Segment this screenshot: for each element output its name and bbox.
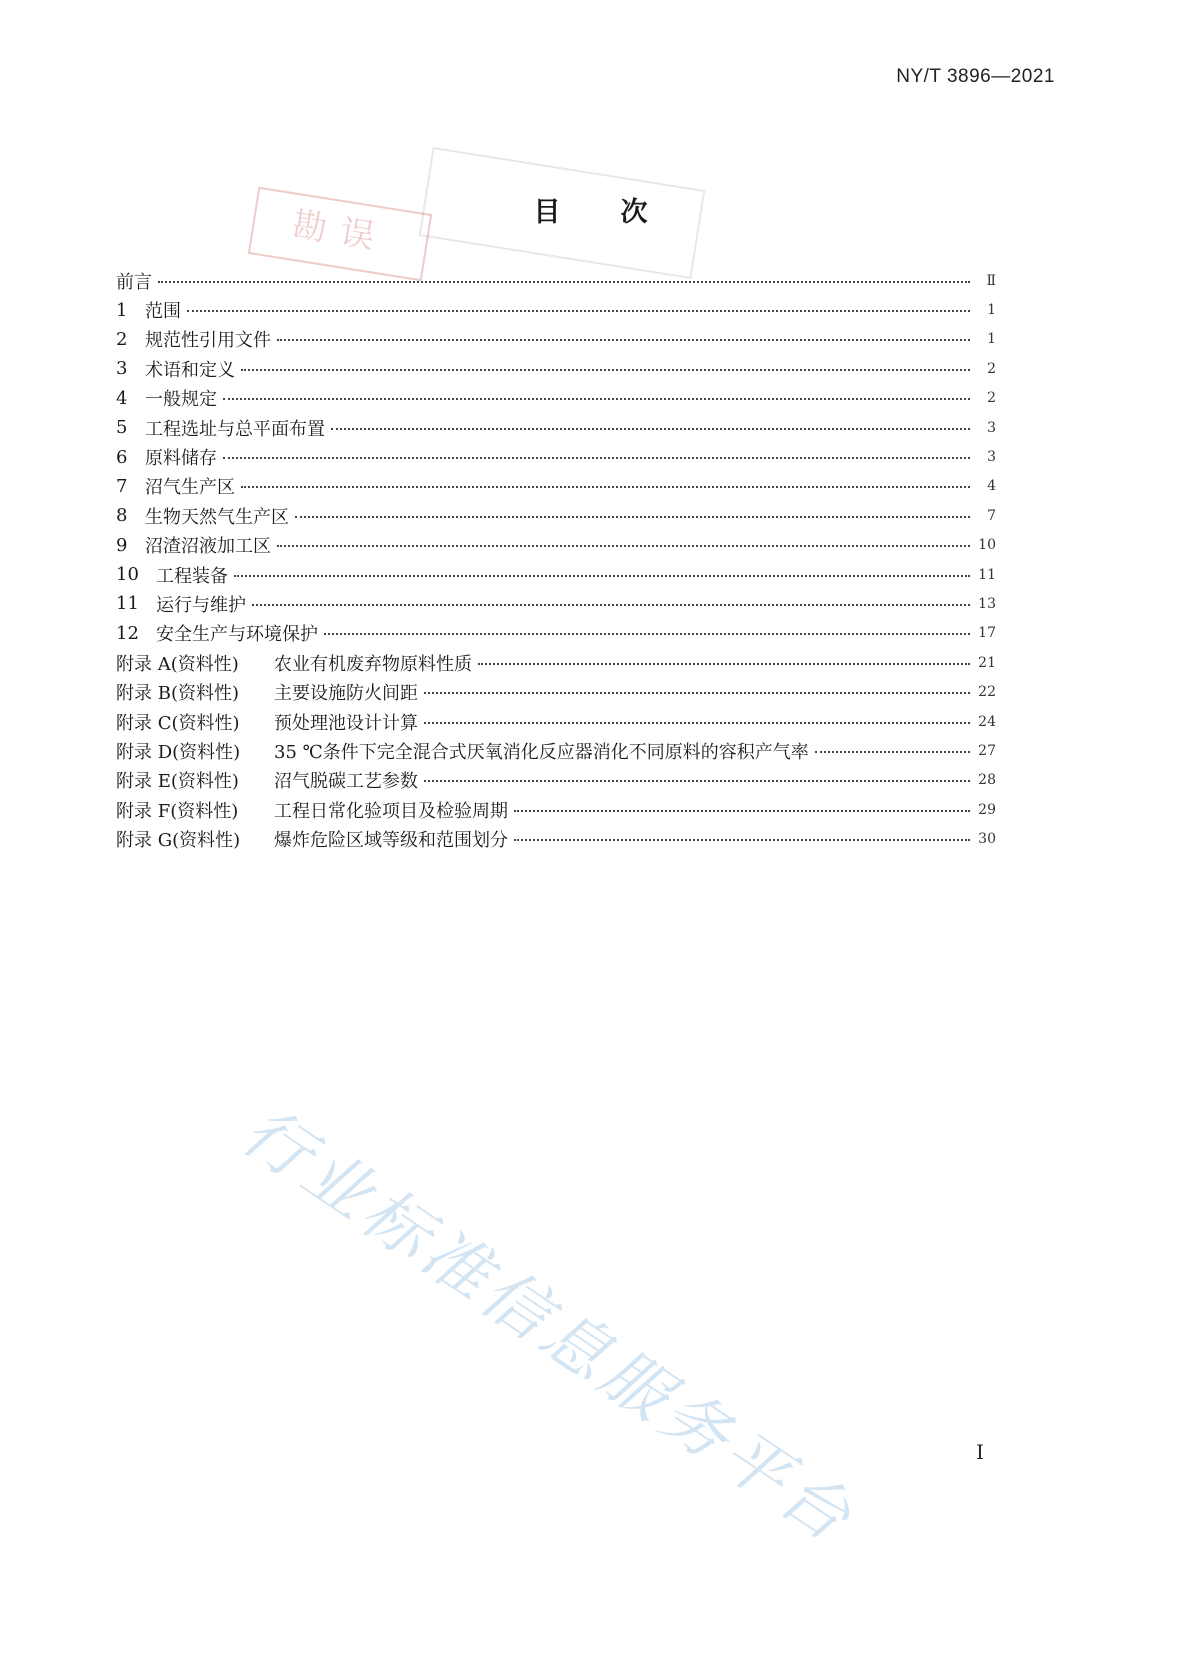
toc-page-number: 3 — [987, 419, 996, 436]
toc-entry-appendix-a[interactable] — [116, 648, 996, 677]
toc-label: 沼气生产区 — [145, 477, 235, 499]
toc-entry-appendix-e[interactable] — [116, 766, 996, 795]
toc-chapter-number: 8 — [116, 505, 128, 527]
toc-leader-dots — [277, 339, 970, 341]
toc-label: 原料储存 — [145, 448, 217, 470]
toc-page-number: 13 — [978, 595, 996, 612]
toc-entry-chapter-3[interactable] — [116, 354, 996, 383]
toc-entry-appendix-f[interactable] — [116, 795, 996, 824]
toc-label: 前言 — [116, 271, 152, 293]
toc-page-number: 3 — [987, 449, 996, 466]
toc-chapter-number: 6 — [116, 446, 128, 468]
toc-label: 预处理池设计计算 — [274, 712, 418, 734]
title-char-2: 次 — [620, 197, 648, 228]
toc-leader-dots — [478, 663, 970, 665]
toc-page-number: Ⅱ — [986, 272, 996, 289]
toc-label: 35 ℃条件下完全混合式厌氧消化反应器消化不同原料的容积产气率 — [274, 741, 809, 763]
toc-appendix-prefix: 附录 C(资料性) — [116, 712, 240, 734]
toc-chapter-number: 7 — [116, 475, 128, 497]
toc-page-number: 4 — [987, 478, 996, 495]
toc-entry-chapter-5[interactable] — [116, 413, 996, 442]
toc-chapter-number: 1 — [116, 299, 128, 321]
toc-page-number: 21 — [978, 654, 996, 671]
toc-label: 工程日常化验项目及检验周期 — [274, 800, 508, 822]
toc-entry-chapter-2[interactable] — [116, 325, 996, 354]
toc-label: 农业有机废弃物原料性质 — [274, 653, 472, 675]
toc-page-number: 30 — [978, 831, 996, 848]
watermark: 行业标准信息服务平台 — [228, 1092, 869, 1559]
toc-chapter-number: 10 — [116, 564, 139, 586]
toc-leader-dots — [815, 751, 970, 753]
toc-leader-dots — [324, 633, 970, 635]
toc-entry-appendix-b[interactable] — [116, 677, 996, 706]
toc-leader-dots — [424, 692, 970, 694]
toc-label: 爆炸危险区域等级和范围划分 — [274, 830, 508, 852]
toc-appendix-prefix: 附录 G(资料性) — [116, 830, 241, 852]
toc-leader-dots — [223, 457, 970, 459]
toc-leader-dots — [241, 369, 970, 371]
toc-label: 主要设施防火间距 — [274, 683, 418, 705]
toc-label: 工程选址与总平面布置 — [145, 418, 325, 440]
toc-leader-dots — [234, 575, 970, 577]
toc-entry-chapter-8[interactable] — [116, 501, 996, 530]
toc-leader-dots — [295, 516, 970, 518]
toc-label: 范围 — [145, 301, 181, 323]
toc-label: 一般规定 — [145, 389, 217, 411]
toc-page-number: 17 — [978, 625, 996, 642]
toc-label: 沼气脱碳工艺参数 — [274, 771, 418, 793]
toc-page-number: 7 — [987, 507, 996, 524]
toc-leader-dots — [187, 310, 970, 312]
toc-leader-dots — [424, 722, 970, 724]
toc-label: 术语和定义 — [145, 359, 235, 381]
toc-entry-chapter-4[interactable] — [116, 384, 996, 413]
toc-leader-dots — [331, 428, 970, 430]
toc-appendix-prefix: 附录 B(资料性) — [116, 683, 239, 705]
toc-chapter-number: 12 — [116, 622, 139, 644]
page-number: I — [976, 1440, 984, 1464]
toc-page-number: 22 — [978, 684, 996, 701]
toc-page-number: 29 — [978, 801, 996, 818]
title-char-1: 目 — [533, 197, 561, 228]
toc-page-number: 1 — [987, 302, 996, 319]
toc-appendix-prefix: 附录 F(资料性) — [116, 800, 239, 822]
toc-page-number: 24 — [978, 713, 996, 730]
toc-page-number: 11 — [978, 566, 996, 583]
toc-entry-chapter-7[interactable] — [116, 472, 996, 501]
toc-label: 运行与维护 — [156, 594, 246, 616]
table-of-contents — [116, 266, 996, 854]
toc-page-number: 2 — [987, 360, 996, 377]
stamp-red: 勘误 — [248, 187, 432, 282]
toc-appendix-prefix: 附录 D(资料性) — [116, 741, 241, 763]
toc-entry-appendix-g[interactable] — [116, 824, 996, 853]
toc-page-number: 28 — [978, 772, 996, 789]
toc-label: 沼渣沼液加工区 — [145, 536, 271, 558]
toc-chapter-number: 4 — [116, 387, 128, 409]
toc-entry-preface[interactable] — [116, 266, 996, 295]
toc-entry-chapter-11[interactable] — [116, 589, 996, 618]
toc-label: 安全生产与环境保护 — [156, 624, 318, 646]
toc-leader-dots — [424, 780, 970, 782]
toc-entry-chapter-6[interactable] — [116, 442, 996, 471]
toc-appendix-prefix: 附录 A(资料性) — [116, 653, 239, 675]
standard-code: NY/T 3896—2021 — [896, 66, 1055, 87]
toc-page-number: 27 — [978, 742, 996, 759]
toc-entry-appendix-c[interactable] — [116, 707, 996, 736]
toc-chapter-number: 5 — [116, 417, 128, 439]
toc-label: 生物天然气生产区 — [145, 506, 289, 528]
page-title — [0, 190, 1181, 229]
toc-leader-dots — [223, 398, 970, 400]
toc-leader-dots — [252, 604, 970, 606]
toc-appendix-prefix: 附录 E(资料性) — [116, 771, 239, 793]
toc-entry-chapter-12[interactable] — [116, 619, 996, 648]
toc-leader-dots — [158, 281, 970, 283]
toc-entry-appendix-d[interactable] — [116, 736, 996, 765]
toc-leader-dots — [241, 486, 970, 488]
toc-chapter-number: 11 — [116, 593, 139, 615]
toc-page-number: 1 — [987, 331, 996, 348]
toc-page-number: 10 — [978, 537, 996, 554]
toc-label: 规范性引用文件 — [145, 330, 271, 352]
toc-chapter-number: 3 — [116, 358, 128, 380]
toc-chapter-number: 2 — [116, 328, 128, 350]
toc-chapter-number: 9 — [116, 534, 128, 556]
toc-leader-dots — [514, 839, 970, 841]
toc-entry-chapter-10[interactable] — [116, 560, 996, 589]
toc-leader-dots — [277, 545, 970, 547]
toc-leader-dots — [514, 810, 970, 812]
toc-page-number: 2 — [987, 390, 996, 407]
toc-entry-chapter-1[interactable] — [116, 295, 996, 324]
toc-label: 工程装备 — [156, 565, 228, 587]
toc-entry-chapter-9[interactable] — [116, 531, 996, 560]
